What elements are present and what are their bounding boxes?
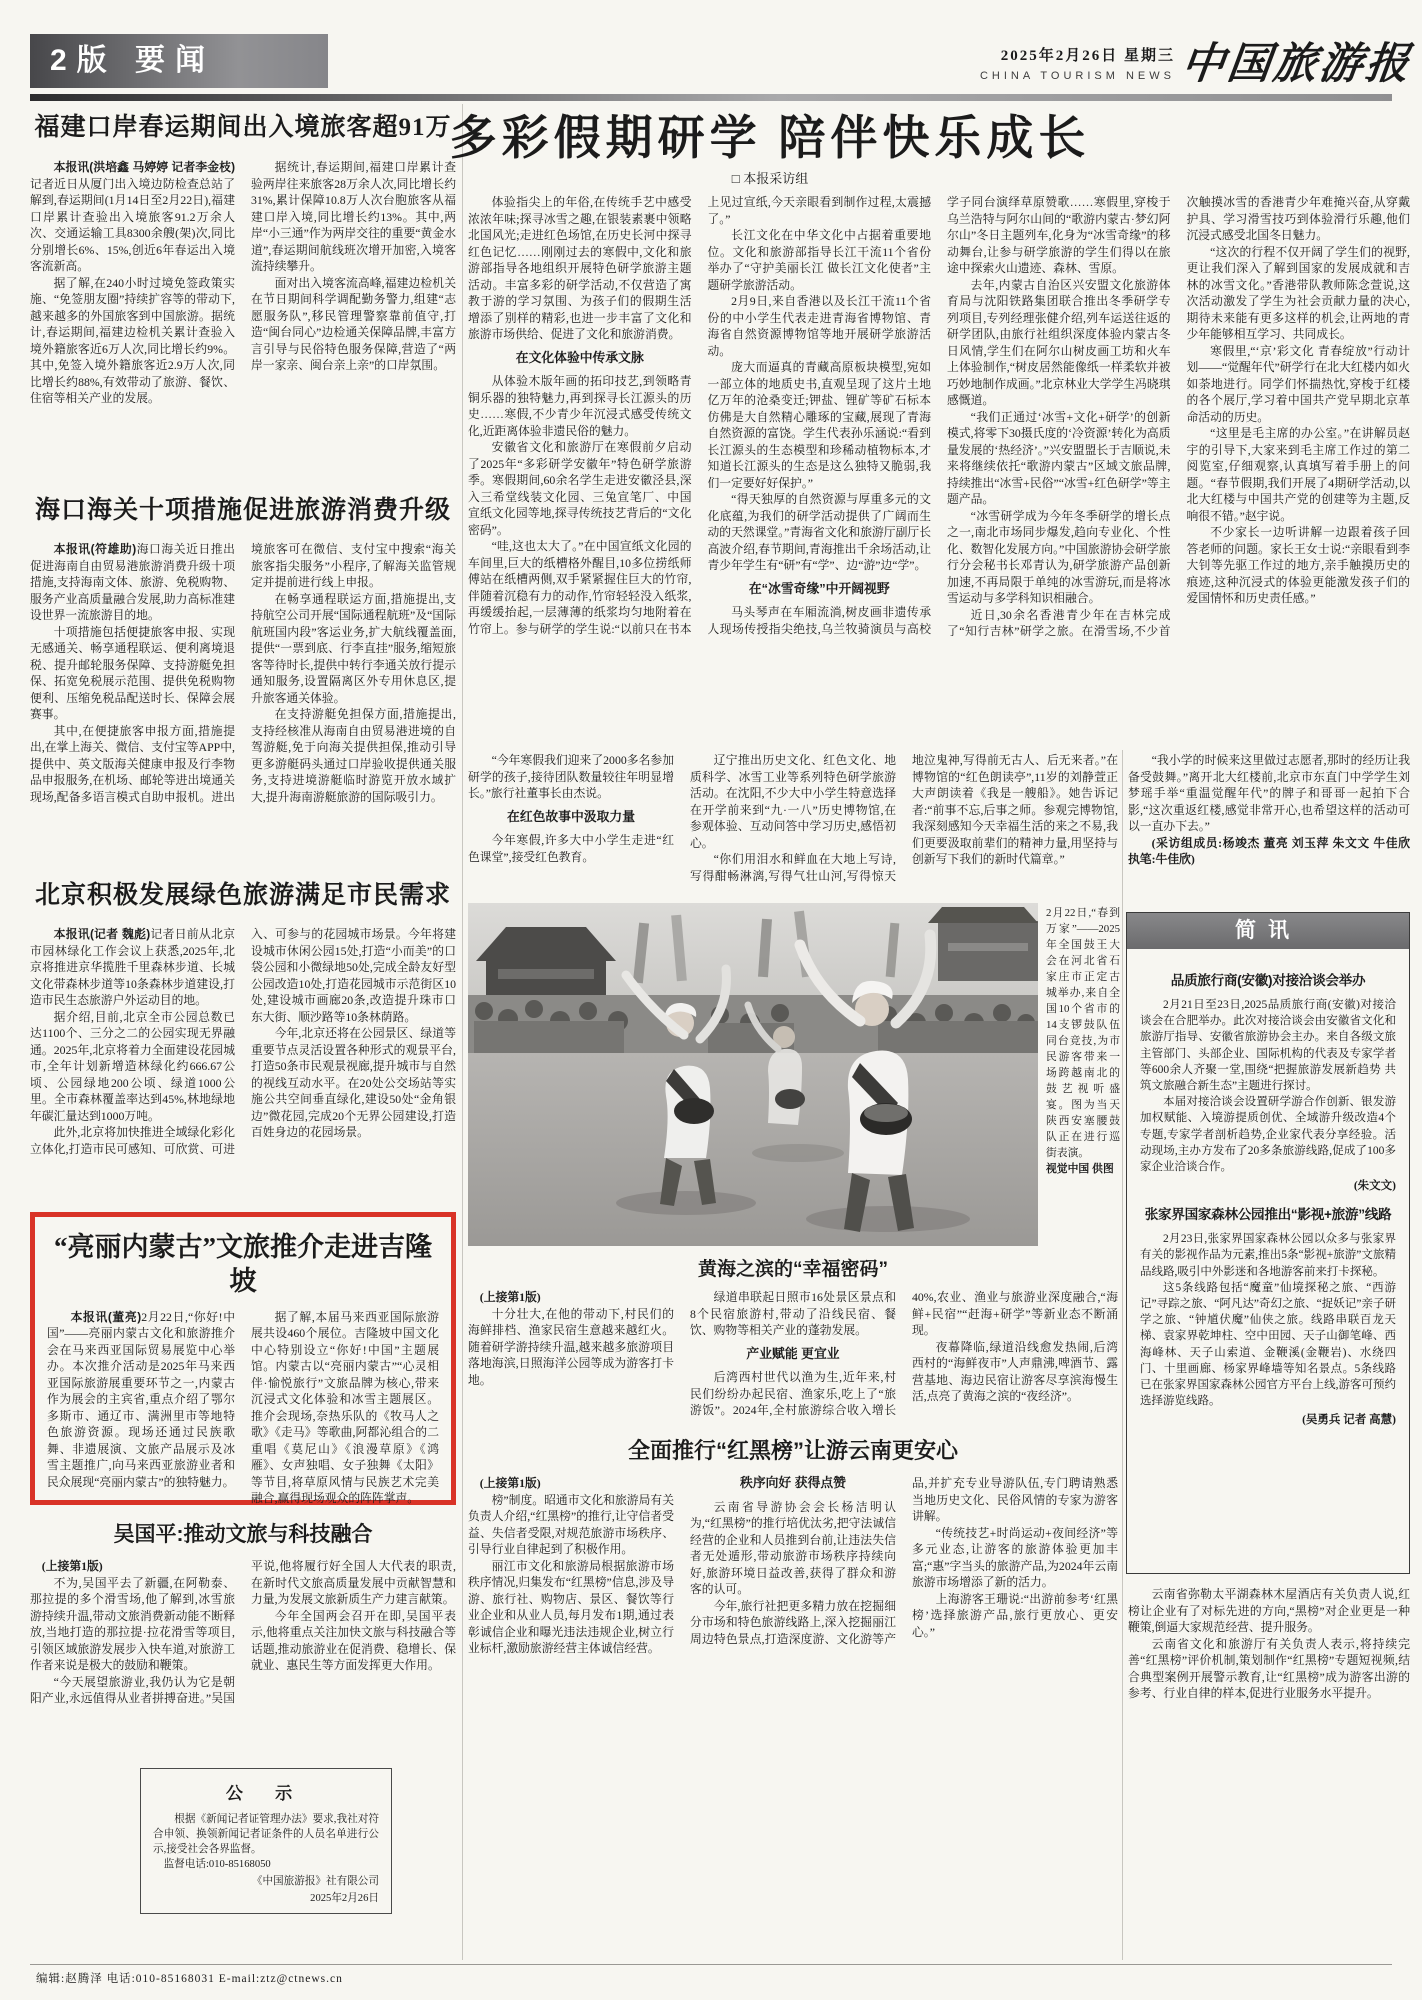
notice-date: 2025年2月26日 <box>310 1893 379 1904</box>
masthead-rule <box>30 94 1392 101</box>
article-wuguoping-headline[interactable]: 吴国平:推动文旅与科技融合 <box>113 1523 373 1546</box>
photo-caption <box>1046 905 1120 1245</box>
article-fujian-headline[interactable]: 福建口岸春运期间出入境旅客超91万 <box>34 114 452 141</box>
briefs-header: 简讯 <box>1127 913 1409 949</box>
article-beijing-body: 本报讯(记者 魏彪)记者日前从北京市园林绿化工作会议上获悉,2025年,北京将推进京华揽胜千里森林步道、长城文化带森林步道等10条森林步道建设,打造市民生态旅游户外运动目的地。 据介绍,目前,北京全市公园总数已达1100个、三分之二的公园实现无界融通。2025年,北京将着力全面建设花园城市,全年计划新增造林绿化约666.67公顷、公园绿地200公顷、绿道1000公里。全市森林覆盖率达到45%,林地绿地年碳汇量达到1000万吨。 此外,北京将加快推进全域绿化彩化立体化,打造市民可感知、可欣赏、可进入、可参与的花园城市场景。今年将建设城市休闲公园15处,打造“小而美”的口袋公园和小微绿地50处,完成全龄友好型公园改造10处,打造花园城市示范街区10处,建设城市画廊20条,改造提升珠市口东大街、顺沙路等10条林荫路。 今年,北京还将在公园景区、绿道等重要节点灵活设置各种形式的观景平台,打造50条市民观景视廊,提升城市与自然的视线互动水平。在20处公交场站等实施公共空间垂直绿化,建设50处“金角银边”微花园,完成20个无界公园建设,打造百姓身边的花园场景。 <box>30 927 456 1156</box>
column-rule-right <box>1122 750 1123 1960</box>
article-hongheibang-body-end: 云南省弥勒太平湖森林木屋酒店有关负责人说,红榜让企业有了对标先进的方向,“黑榜”对企业更是一种鞭策,倒逼大家规范经营、提升服务。 云南省文化和旅游厅有关负责人表示,将持续完善“红黑榜”评价机制,策划制作“红黑榜”专题短视频,结合典型案例开展警示教育,让“红黑榜”成为游客出游的参考、行业自律的样本,促进行业服务水平提升。 <box>1128 1587 1410 1700</box>
footer-rule <box>30 1964 1392 1965</box>
news-photo <box>468 903 1038 1246</box>
article-beijing-headline[interactable]: 北京积极发展绿色旅游满足市民需求 <box>34 882 451 909</box>
paragraph-list: 不为,吴国平去了新疆,在阿勒泰、那拉提的多个滑雪场,他了解到,冰雪旅游持续升温,带动文旅消费新动能不断释放,当地打造的那拉提·拉花滑雪等项目,引领区域旅游发展步入快车道,对旅游工作者来说是极大的鼓励和鞭策。 “今天展望旅游业,我仍认为它是朝阳产业,永远值得从业者拼搏奋进。”吴国平说,他将履行好全国人大代表的职责,在新时代文旅高质量发展中贡献智慧和力量,为发展文旅新质生产力建言献策。 今年全国两会召开在即,吴国平表示,他将重点关注加快文旅与科技融合等话题,推动旅游业在促消费、稳增长、保就业、惠民生等方面发挥更大作用。 <box>30 1559 456 1705</box>
public-notice-box <box>140 1768 392 1914</box>
photo-credit: 视觉中国 供图 <box>1046 1163 1114 1175</box>
photo-caption-text: 2月22日,“春到万家”——2025年全国鼓王大会在河北省石家庄市正定古城举办,来自全国10个省市的14支锣鼓队伍同台竞技,为市民游客带来一场跨越南北的鼓艺视听盛宴。图为当天陕西安塞腰鼓队正在进行巡街表演。 <box>1046 907 1120 1159</box>
notice-phone: 监督电话:010-85168050 <box>163 1859 271 1870</box>
article-neimenggu-highlighted[interactable] <box>30 1212 456 1505</box>
notice-org: 《中国旅游报》社有限公司 <box>251 1876 379 1887</box>
continued-from-tag: (上接第1版) <box>41 1559 103 1573</box>
article-neimenggu-headline[interactable]: “亮丽内蒙古”文旅推介走进吉隆坡 <box>54 1232 432 1296</box>
brief-item-2-signature: (吴勇兵 记者 高慧) <box>1302 1414 1396 1427</box>
column-rule-left <box>462 104 463 1960</box>
date-block <box>935 44 1175 82</box>
reporter-credit: 本报讯(记者 魏彪) <box>53 927 151 942</box>
reporter-credit: 本报讯(洪培鑫 马婷婷 记者李金枝) <box>53 160 235 175</box>
paragraph-list: 据介绍,目前,北京全市公园总数已达1100个、三分之二的公园实现无界融通。2025年,北京将着力全面建设花园城市,全年计划新增造林绿化约666.67公顷、公园绿地200公顷、绿道1000公里。全市森林覆盖率达到45%,林地绿地年碳汇量达到1000万吨。 此外,北京将加快推进全域绿化彩化立体化,打造市民可感知、可欣赏、可进入、可参与的花园城市场景。今年将建设城市休闲公园15处,打造“小而美”的口袋公园和小微绿地50处,完成全龄友好型公园改造10处,打造花园城市示范街区10处,建设城市画廊20条,改造提升珠市口东大街、顺沙路等10条林荫路。 今年,北京还将在公园景区、绿道等重要节点灵活设置各种形式的观景平台,打造50条市民观景视廊,提升城市与自然的视线互动水平。在20处公交场站等实施公共空间垂直绿化,建设50处“金角银边”微花园,完成20个无界公园建设,打造百姓身边的花园场景。 <box>30 927 456 1156</box>
briefs-content <box>1127 949 1409 1443</box>
footer-editor-line: 编辑:赵腾泽 电话:010-85168031 E-mail:ztz@ctnews.cn <box>36 1973 343 1985</box>
reporter-credit: 本报讯(符雄助) <box>53 542 137 557</box>
article-fujian-body: 本报讯(洪培鑫 马婷婷 记者李金枝)记者近日从厦门出入境边防检查总站了解到,春运期间(1月14日至2月22日),福建口岸累计查验出入境旅客91.2万余人次、交通运输工具8300余艘(架)次,同比分别增长6%、15%,创近6年春运出入境客流新高。 据了解,在240小时过境免签政策实施、“免签朋友圈”持续扩容等的带动下,越来越多的外国旅客到中国旅游。据统计,春运期间,福建边检机关累计查验入境外籍旅客近6万人次,同比增长约9%。其中,免签入境外籍旅客近2.9万人次,同比增长约88%,有效带动了旅游、餐饮、住宿等相关产业的发展。 据统计,春运期间,福建口岸累计查验两岸往来旅客28万余人次,同比增长约31%,累计保障10.8万人次台胞旅客从福建口岸入境,同比增长约13%。其中,两岸“小三通”作为两岸交往的重要“黄金水道”,春运期间航线班次增开加密,入境客流持续攀升。 面对出入境客流高峰,福建边检机关在节日期间科学调配勤务警力,组建“志愿服务队”,移民管理警察靠前值守,打造“闽台同心”边检通关保障品牌,丰富方言引导与民俗特色服务保障,营造了“两岸一家亲、闽台亲上亲”的口岸氛围。 <box>30 160 456 406</box>
article-huanghai-body: (上接第1版) 十分壮大,在他的带动下,村民们的海鲜排档、渔家民宿生意越来越红火。随着研学游持续升温,越来越多旅游项目落地海滨,日照海洋公园等成为游客打卡地。 绿道串联起日照市16处景区景点和8个民宿旅游村,带动了沿线民宿、餐饮、购物等相关产业的蓬勃发展。 产业赋能 更宜业 后湾西村世代以渔为生,近年来,村民们纷纷办起民宿、渔家乐,吃上了“旅游饭”。2024年,全村旅游综合收入增长40%,农业、渔业与旅游业深度融合,“海鲜+民宿”“赶海+研学”等新业态不断涌现。 夜幕降临,绿道沿线愈发热闹,后湾西村的“海鲜夜市”人声鼎沸,啤酒节、露营基地、海边民宿让游客尽享滨海慢生活,点亮了黄海之滨的“夜经济”。 <box>468 1290 1118 1417</box>
article-yanxue-body-continued: “今年寒假我们迎来了2000多名参加研学的孩子,接待团队数量较往年明显增长。”旅行社董事长由杰说。 在红色故事中汲取力量 今年寒假,许多大中小学生走进“红色课堂”,接受红色教育。 辽宁推出历史文化、红色文化、地质科学、冰雪工业等系列特色研学旅游活动。在沈阳,不少大中小学生特意选择在开学前来到“九·一八”历史博物馆,在参观体验、互动问答中学习历史,感悟初心。 “你们用泪水和鲜血在大地上写诗,写得酣畅淋漓,写得气壮山河,写得惊天地泣鬼神,写得前无古人、后无来者。”在博物馆的“红色朗读亭”,11岁的刘静萱正大声朗读着《我是一艘船》。她告诉记者:“前事不忘,后事之师。参观完博物馆,我深刻感知今天幸福生活的来之不易,我们更要汲取前辈们的精神力量,用坚持与创新写下我们的新时代篇章。” <box>468 753 1118 883</box>
brief-item-1-title[interactable]: 品质旅行商(安徽)对接洽谈会举办 <box>1170 973 1366 988</box>
brief-item-2-body: 2月23日,张家界国家森林公园以众多与张家界有关的影视作品为元素,推出5条“影视+旅游”文旅精品线路,吸引中外影迷和各地游客前来打卡探秘。 这5条线路包括“魔童”仙境探秘之旅、“西游记”寻踪之旅、“阿凡达”奇幻之旅、“捉妖记”亲子研学之旅、“钟馗伏魔”仙侠之旅。线路串联百龙天梯、袁家界乾坤柱、空中田园、天子山御笔峰、西海峰林、天子山索道、金鞭溪(金鞭岩)、水绕四门、十里画廊、杨家界峰墙等知名景点。5条线路已在张家界国家森林公园官方平台上线,游客可预约选择游览线路。 <box>1140 1233 1396 1408</box>
brief-item-1-signature: (朱文文) <box>1353 1180 1396 1193</box>
briefs-box <box>1126 912 1410 1574</box>
brief-item-2-title[interactable]: 张家界国家森林公园推出“影视+旅游”线路 <box>1144 1207 1392 1223</box>
article-hongheibang <box>468 1434 1118 1945</box>
notice-title: 公 示 <box>225 1784 307 1803</box>
article-yanxue-headline[interactable]: 多彩假期研学 陪伴快乐成长 <box>449 113 1091 165</box>
paragraph-list: 据了解,本届马来西亚国际旅游展共设460个展位。吉隆坡中国文化中心特别设立“你好!中国”主题展馆。内蒙古以“亮丽内蒙古”“心灵相伴·愉悦旅行”文旅品牌为核心,带来沉浸式文化体验和冰雪主题展区。推介会现场,奈热乐队的《牧马人之歌》《走马》等歌曲,阿都沁组合的二重唱《莫尼山》《浪漫草原》《鸿雁》、女声独唱、女子独舞《太阳》等节目,将草原风情与民族艺术完美融合,赢得现场观众的阵阵掌声。 <box>251 1309 439 1505</box>
article-beijing <box>30 880 456 1188</box>
paragraph-list: 十项措施包括便捷旅客申报、实现无感通关、畅享通程联运、便利离境退税、提升邮轮服务保障、支持游艇免担保、拓宽免税展示范围、提供免税购物便利、压缩免税品配送时长、保障会展赛事。 其中,在便捷旅客申报方面,措施提出,在掌上海关、微信、支付宝等APP中,提供中、英文版海关健康申报及行李物品申报服务,在机场、邮轮等进出境通关现场,配备多语言模式自助申报机。进出境旅客可在微信、支付宝中搜索“海关旅客指尖服务”小程序,了解海关监管规定并提前进行线上申报。 在畅享通程联运方面,措施提出,支持航空公司开展“国际通程航班”及“国际航班国内段”客运业务,扩大航线覆盖面,提供“一票到底、行李直挂”服务,缩短旅客等待时长,提供中转行李通关放行提示通知服务,设置隔离区外专用休息区,提升旅客通关体验。 在支持游艇免担保方面,措施提出,支持经核准从海南自由贸易港进境的自驾游艇,免于向海关提供担保,推动引导更多游艇码头通过口岸验收提供通关服务,支持进境游艇临时游览开放水域扩大,提升海南游艇旅游的国际吸引力。 <box>30 542 456 804</box>
issue-date: 2025年2月26日 星期三 <box>1000 48 1175 64</box>
article-yanxue-byline: □ 本报采访组 <box>731 171 809 186</box>
article-neimenggu-body: 本报讯(董亮)2月22日,“你好!中国”——亮丽内蒙古文化和旅游推介会在马来西亚国际贸易展览中心举办。本次推介活动是2025年马来西亚国际旅游展重要环节之一,内蒙古作为展会的主宾省,重点介绍了鄂尔多斯市、通辽市、满洲里市等地特色旅游资源。现场还通过民族歌舞、非遗展演、文旅产品展示及冰雪主题推广,向马来西亚旅游业者和民众展现“亮丽内蒙古”的独特魅力。 据了解,本届马来西亚国际旅游展共设460个展位。吉隆坡中国文化中心特别设立“你好!中国”主题展馆。内蒙古以“亮丽内蒙古”“心灵相伴·愉悦旅行”文旅品牌为核心,带来沉浸式文化体验和冰雪主题展区。推介会现场,奈热乐队的《牧马人之歌》《走马》等歌曲,阿都沁组合的二重唱《莫尼山》《浪漫草原》《鸿雁》、女声独唱、女子独舞《太阳》等节目,将草原风情与民族艺术完美融合,赢得现场观众的阵阵掌声。 <box>47 1309 439 1505</box>
notice-body: 根据《新闻记者证管理办法》要求,我社对符合申领、换领新闻记者证条件的人员名单进行公示,接受社会各界监督。 <box>153 1814 379 1855</box>
article-yanxue-body-end: “我小学的时候来这里做过志愿者,那时的经历让我备受鼓舞。”离开北大红楼前,北京市东直门中学学生刘梦瑶手举“重温觉醒年代”的牌子和哥哥一起拍下合影,“这次重返红楼,感觉非常开心,也希望这样的活动可以一直办下去。” (采访组成员:杨竣杰 董亮 刘玉萍 朱文文 牛佳欣 执笔:牛佳欣) <box>1128 753 1410 866</box>
article-yanxue-body: 体验指尖上的年俗,在传统手艺中感受浓浓年味;探寻冰雪之趣,在银装素裹中领略北国风光;走进红色场馆,在历史长河中探寻红色记忆……刚刚过去的寒假中,文化和旅游部指导各地组织开展特色研学旅游主题活动。丰富多彩的研学活动,不仅营造了寓教于游的学习氛围、为孩子们的假期生活增添了别样的精彩,也进一步丰富了文化和旅游市场供给、促进了文化和旅游消费。 在文化体验中传承文脉 从体验木版年画的拓印技艺,到领略青铜乐器的独特魅力,再到探寻长江源头的历史……寒假,不少青少年沉浸式感受传统文化,近距离体验非遗民俗的魅力。 安徽省文化和旅游厅在寒假前夕启动了2025年“多彩研学安徽年”特色研学旅游季。寒假期间,60余名学生走进安徽泾县,深入三希堂线装文化园、三兔宣笔厂、中国宣纸文化园等地,探寻传统技艺背后的“文化密码”。 “哇,这也太大了。”在中国宣纸文化园的车间里,巨大的纸槽格外醒目,10多位捞纸师傅站在纸槽两侧,双手紧紧握住巨大的竹帘,伴随着沉稳有力的动作,竹帘轻轻没入纸浆,再缓缓抬起,一层薄薄的纸浆均匀地附着在竹帘上。参与研学的学生说:“以前只在书本上见过宣纸,今天亲眼看到制作过程,太震撼了。” 长江文化在中华文化中占据着重要地位。文化和旅游部指导长江干流11个省份举办了“守护美丽长江 做长江文化使者”主题研学旅游活动。 2月9日,来自香港以及长江干流11个省份的中小学生代表走进青海省博物馆、青海省自然资源博物馆等地开展研学旅游活动。 庞大而逼真的青藏高原板块模型,宛如一部立体的地质史书,直观呈现了这片土地亿万年的沧桑变迁;钾盐、锂矿等矿石标本仿佛是大自然精心雕琢的宝藏,展现了青海自然资源的富饶。学生代表孙乐涵说:“看到长江源头的生态模型和珍稀动植物标本,才知道长江源头的生态是这么独特又脆弱,我们一定要好好保护。” “得天独厚的自然资源与厚重多元的文化底蕴,为我们的研学活动提供了广阔而生动的天然课堂。”青海省文化和旅游厅副厅长高波介绍,春节期间,青海推出千余场活动,让青少年学生有“研”有“学”、边“游”边“学”。 在“冰雪奇缘”中开阔视野 马头琴声在车厢流淌,树皮画非遗传承人现场传授指尖绝技,乌兰牧骑演员与高校学子同台演绎草原赞歌……寒假里,穿梭于乌兰浩特与阿尔山间的“歌游内蒙古·梦幻阿尔山”冬日主题列车,化身为“冰雪奇缘”的移动舞台,让参与研学旅游的学生们得以在旅途中探索火山遗迹、森林、雪原。 去年,内蒙古自治区兴安盟文化旅游体育局与沈阳铁路集团联合推出冬季研学专列项目,专列经理张健介绍,列车运送往返的研学团队,由旅行社组织深度体验内蒙古冬日风情,学生们在阿尔山树皮画工坊和火车上体验制作,“树皮居然能像纸一样柔软并被巧妙地制作成画。”北京林业大学学生冯晓琪感慨道。 “我们正通过‘冰雪+文化+研学’的创新模式,将零下30摄氏度的‘冷资源’转化为高质量发展的‘热经济’。”兴安盟盟长于吉顺说,未来将继续依托“歌游内蒙古”区域文旅品牌,持续推出“冰雪+民俗”“冰雪+红色研学”等主题产品。 “冰雪研学成为今年冬季研学的增长点之一,南北市场同步爆发,趋向专业化、个性化、数智化发展方向。”中国旅游协会研学旅行分会秘书长邓青认为,研学旅游产品创新加速,不再局限于单纯的冰雪游玩,而是将冰雪运动与多学科知识相融合。 近日,30余名香港青少年在吉林完成了“知行吉林”研学之旅。在滑雪场,不少首次触摸冰雪的香港青少年难掩兴奋,从穿戴护具、学习滑雪技巧到体验滑行乐趣,他们沉浸式感受北国冬日魅力。 “这次的行程不仅开阔了学生们的视野,更让我们深入了解到国家的发展成就和吉林的冰雪文化。”香港带队教师陈念萱说,这次活动激发了学生为社会贡献力量的决心,期待未来能有更多这样的机会,让两地的青少年能够相互学习、共同成长。 寒假里,“‘京’彩文化 青春绽放”行动计划——“觉醒年代”研学行在北大红楼内如火如荼地进行。同学们怀揣热忱,穿梭于红楼的各个展厅,学习着中国共产党早期北京革命活动的历史。 “这里是毛主席的办公室。”在讲解员赵宇的引导下,大家来到毛主席工作过的第二阅览室,仔细观察,认真填写着手册上的问题。“春节假期,我们开展了4期研学活动,以北大红楼与中国共产党的创建等为主题,反响很不错。”赵宇说。 不少家长一边听讲解一边跟着孩子回答老师的问题。家长王女士说:“亲眼看到李大钊等先驱工作过的地方,亲手触摸历史的痕迹,这种沉浸式的体验更能激发孩子们的爱国情怀和历史责任感。” <box>468 195 1410 638</box>
page-label: 2版 要闻 <box>30 34 328 88</box>
article-wuguoping-body <box>30 1558 456 1758</box>
news-photo-image <box>468 903 1038 1246</box>
article-huanghai <box>468 1254 1118 1429</box>
reporter-credit: 本报讯(董亮) <box>70 1309 142 1324</box>
article-haikou-body: 本报讯(符雄助)海口海关近日推出促进海南自由贸易港旅游消费升级十项措施,支持海南文体、旅游、免税购物、服务产业高质量融合发展,助力高标准建设世界一流旅游目的地。 十项措施包括便捷旅客申报、实现无感通关、畅享通程联运、便利离境退税、提升邮轮服务保障、支持游艇免担保、拓宽免税展示范围、提供免税购物便利、压缩免税品配送时长、保障会展赛事。 其中,在便捷旅客申报方面,措施提出,在掌上海关、微信、支付宝等APP中,提供中、英文版海关健康申报及行李物品申报服务,在机场、邮轮等进出境通关现场,配备多语言模式自助申报机。进出境旅客可在微信、支付宝中搜索“海关旅客指尖服务”小程序,了解海关监管规定并提前进行线上申报。 在畅享通程联运方面,措施提出,支持航空公司开展“国际通程航班”及“国际航班国内段”客运业务,扩大航线覆盖面,提供“一票到底、行李直挂”服务,缩短旅客等待时长,提供中转行李通关放行提示通知服务,设置隔离区外专用休息区,提升旅客通关体验。 在支持游艇免担保方面,措施提出,支持经核准从海南自由贸易港进境的自驾游艇,免于向海关提供担保,推动引导更多游艇码头通过口岸验收提供通关服务,支持进境游艇临时游览开放水域扩大,提升海南游艇旅游的国际吸引力。 <box>30 542 456 804</box>
newspaper-brand: 中国旅游报 <box>1178 41 1415 88</box>
article-huanghai-headline[interactable]: 黄海之滨的“幸福密码” <box>697 1259 888 1280</box>
paragraph-list: 据了解,在240小时过境免签政策实施、“免签朋友圈”持续扩容等的带动下,越来越多的外国旅客到中国旅游。据统计,春运期间,福建边检机关累计查验入境外籍旅客近6万人次,同比增长约9%。其中,免签入境外籍旅客近2.9万人次,同比增长约88%,有效带动了旅游、餐饮、住宿等相关产业的发展。 据统计,春运期间,福建口岸累计查验两岸往来旅客28万余人次,同比增长约31%,累计保障10.8万人次台胞旅客从福建口岸入境,同比增长约13%。其中,两岸“小三通”作为两岸交往的重要“黄金水道”,春运期间航线班次增开加密,入境客流持续攀升。 面对出入境客流高峰,福建边检机关在节日期间科学调配勤务警力,组建“志愿服务队”,移民管理警察靠前值守,打造“闽台同心”边检通关保障品牌,丰富方言引导与民俗特色服务保障,营造了“两岸一家亲、闽台亲上亲”的口岸氛围。 <box>30 160 456 406</box>
issue-date-english: CHINA TOURISM NEWS <box>979 70 1175 82</box>
article-haikou-headline[interactable]: 海口海关十项措施促进旅游消费升级 <box>34 497 451 524</box>
article-fujian <box>30 112 456 451</box>
brief-item-1-body: 2月21日至23日,2025品质旅行商(安徽)对接洽谈会在合肥举办。此次对接洽谈会由安徽省文化和旅游厅指导、安徽省旅游协会主办。来自各级文旅主管部门、头部企业、国际机构的代表及专家学者等600余人齐聚一堂,围绕“把握旅游发展新趋势 共筑文旅融合新生态”主题进行探讨。 本届对接洽谈会设置研学游合作创新、银发游加权赋能、入境游提质创优、全域游升级改造4个专题,专家学者剖析趋势,企业家代表分享经验。活动现场,主办方发布了20多条旅游线路,促成了100多家企业洽谈合作。 <box>1140 999 1396 1174</box>
article-wuguoping <box>30 1518 456 1758</box>
article-haikou <box>30 495 456 841</box>
article-hongheibang-headline[interactable]: 全面推行“红黑榜”让游云南更安心 <box>627 1438 958 1463</box>
article-hongheibang-body: (上接第1版) 榜”制度。昭通市文化和旅游局有关负责人介绍,“红黑榜”的推行,让守信者受益、失信者受限,对规范旅游市场秩序、引导行业自律起到了积极作用。 丽江市文化和旅游局根据旅游市场秩序情况,归集发布“红黑榜”信息,涉及导游、旅行社、购物店、景区、餐饮等行业企业和从业人员,每月发布1期,通过表彰诚信企业和曝光违法违规企业,树立行业标杆,激励旅游经营主体诚信经营。 秩序向好 获得点赞 云南省导游协会会长杨洁明认为,“红黑榜”的推行培优汰劣,把守法诚信经营的企业和人员推到台前,让违法失信者无处遁形,带动旅游市场秩序持续向好,旅游环境日益改善,获得了群众和游客的认可。 今年,旅行社把更多精力放在挖掘细分市场和特色旅游线路上,深入挖掘丽江周边特色景点,打造深度游、文化游等产品,并扩充专业导游队伍,专门聘请熟悉当地历史文化、民俗风情的专家为游客讲解。 “传统技艺+时尚运动+夜间经济”等多元业态,让游客的旅游体验更加丰富;“惠”字当头的旅游产品,为2024年云南旅游市场增添了新的活力。 上海游客王珊说:“出游前参考‘红黑榜’选择旅游产品,旅行更放心、更安心。” <box>468 1475 1118 1655</box>
